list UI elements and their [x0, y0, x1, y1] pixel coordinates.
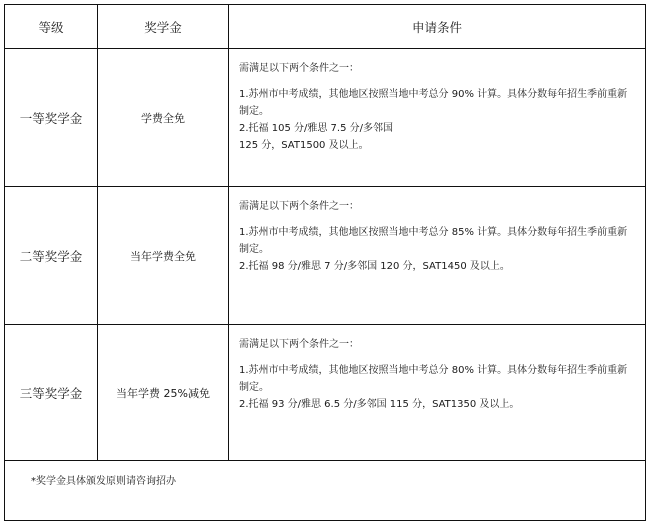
table-header-row [5, 5, 646, 49]
level-cell: 二等奖学金 [5, 187, 98, 325]
table-row [5, 49, 646, 187]
header-level: 等级 [5, 5, 98, 49]
condition-line: 1.苏州市中考成绩，其他地区按照当地中考总分 80% 计算。具体分数每年招生季前重新制定。 [239, 365, 628, 393]
scholarship-note: *奖学金具体颁发原则请咨询招办 [5, 461, 646, 521]
level-cell: 三等奖学金 [5, 325, 98, 461]
conditions-cell [229, 187, 646, 325]
conditions-intro: 需满足以下两个条件之一： [239, 201, 359, 212]
condition-line: 125 分，SAT1500 及以上。 [239, 140, 369, 151]
table-row [5, 187, 646, 325]
level-cell: 一等奖学金 [5, 49, 98, 187]
condition-line: 2.托福 105 分/雅思 7.5 分/多邻国 [239, 123, 393, 134]
amount-cell: 学费全免 [98, 49, 229, 187]
header-conditions: 申请条件 [229, 5, 646, 49]
amount-cell: 当年学费 25%减免 [98, 325, 229, 461]
condition-line: 1.苏州市中考成绩，其他地区按照当地中考总分 90% 计算。具体分数每年招生季前重新制定。 [239, 89, 628, 117]
note-row [5, 461, 646, 521]
table-row [5, 325, 646, 461]
conditions-cell [229, 49, 646, 187]
conditions-cell [229, 325, 646, 461]
condition-line: 1.苏州市中考成绩，其他地区按照当地中考总分 85% 计算。具体分数每年招生季前重新制定。 [239, 227, 628, 255]
scholarship-table [4, 4, 646, 521]
conditions-intro: 需满足以下两个条件之一： [239, 63, 359, 74]
condition-line: 2.托福 98 分/雅思 7 分/多邻国 120 分，SAT1450 及以上。 [239, 261, 510, 272]
conditions-intro: 需满足以下两个条件之一： [239, 339, 359, 350]
header-scholarship: 奖学金 [98, 5, 229, 49]
condition-line: 2.托福 93 分/雅思 6.5 分/多邻国 115 分，SAT1350 及以上。 [239, 399, 520, 410]
amount-cell: 当年学费全免 [98, 187, 229, 325]
